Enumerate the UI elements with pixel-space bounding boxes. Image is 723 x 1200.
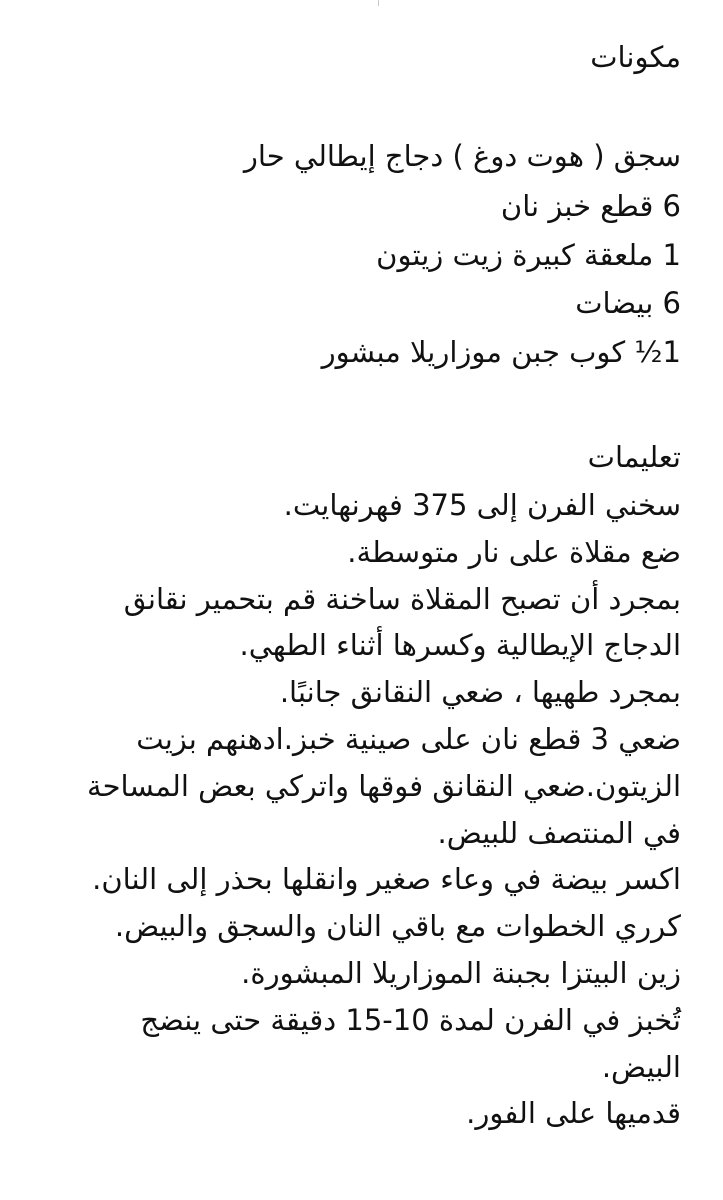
instructions-list	[21, 482, 681, 1137]
instruction-line: اكسر بيضة في وعاء صغير وانقلها بحذر إلى النان.	[92, 862, 681, 897]
instruction-line: زين البيتزا بجبنة الموزاريلا المبشورة.	[241, 955, 681, 990]
instruction-line: سخني الفرن إلى 375 فهرنهايت.	[283, 488, 681, 522]
ingredients-list	[21, 130, 681, 376]
instruction-line: البيض.	[601, 1049, 681, 1084]
ingredient-item: 1 ملعقة كبيرة زيت زيتون	[376, 237, 681, 272]
instruction-line: ضع مقلاة على نار متوسطة.	[347, 534, 681, 569]
top-divider-mark	[378, 0, 379, 6]
instruction-line: تُخبز في الفرن لمدة 10-15 دقيقة حتى ينضج	[140, 1002, 681, 1037]
spacer	[21, 88, 681, 130]
instruction-line: في المنتصف للبيض.	[437, 815, 681, 850]
instruction-line: بمجرد طهيها ، ضعي النقانق جانبًا.	[279, 675, 681, 710]
instructions-title: تعليمات	[587, 440, 681, 474]
instruction-line: بمجرد أن تصبح المقلاة ساخنة قم بتحمير نقانق	[123, 581, 681, 616]
instruction-line: الزيتون.ضعي النقانق فوقها واتركي بعض المساحة	[87, 768, 681, 803]
instruction-line: كرري الخطوات مع باقي النان والسجق والبيض.	[114, 909, 681, 944]
instruction-line: قدميها على الفور.	[466, 1096, 681, 1131]
ingredient-item: 6 بيضات	[575, 286, 681, 320]
ingredient-item: 1½ كوب جبن موزاريلا مبشور	[321, 334, 681, 369]
spacer	[21, 376, 681, 426]
recipe-document	[21, 26, 681, 1137]
ingredient-item: 6 قطع خبز نان	[500, 189, 681, 223]
instruction-line: الدجاج الإيطالية وكسرها أثناء الطهي.	[239, 628, 681, 663]
ingredients-title: مكونات	[590, 40, 681, 74]
instruction-line: ضعي 3 قطع نان على صينية خبز.ادهنهم بزيت	[136, 721, 681, 756]
ingredient-item: سجق ( هوت دوغ ) دجاج إيطالي حار	[243, 139, 681, 173]
